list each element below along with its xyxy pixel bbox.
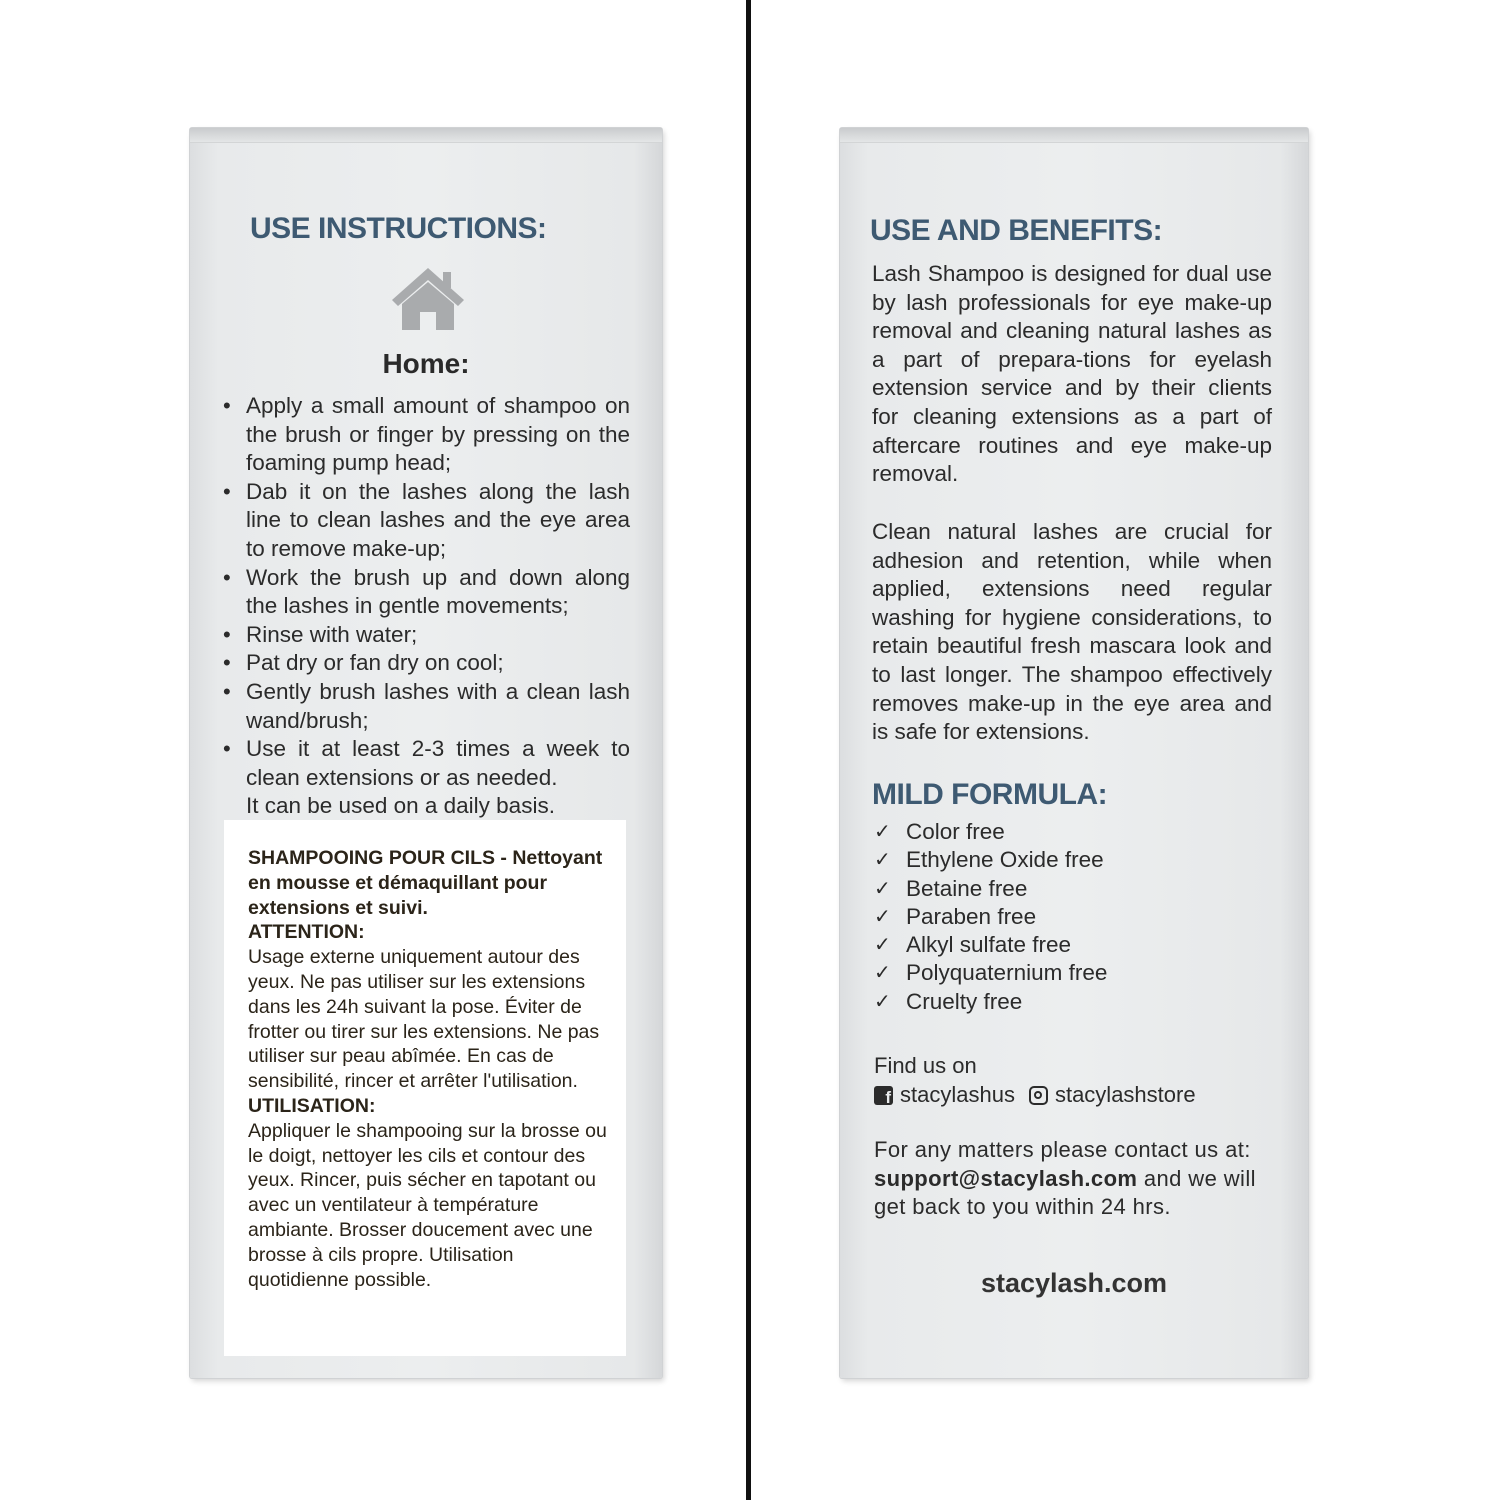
bullet-icon: • — [223, 478, 231, 504]
house-icon — [388, 264, 468, 332]
instruction-text: Pat dry or fan dry on cool; — [246, 650, 504, 676]
formula-item-text: Ethylene Oxide free — [906, 847, 1104, 873]
list-item — [872, 988, 1232, 1016]
benefits-paragraph-2: Clean natural lashes are crucial for adhesion and retention, while when applied, extensions need regular washing for hygiene considerations, to retain beautiful fresh mascara look and to last longer. The shampoo effectively removes make-up in the eye area and is safe for extensions. — [872, 519, 1272, 745]
check-icon: ✓ — [874, 821, 891, 843]
bullet-icon: • — [223, 650, 231, 676]
formula-item-text: Polyquaternium free — [906, 960, 1108, 986]
box-top-edge — [840, 128, 1308, 143]
left-box-panel — [190, 128, 662, 1378]
formula-item-text: Paraben free — [906, 903, 1037, 929]
check-icon: ✓ — [874, 877, 891, 900]
list-item — [872, 846, 1232, 874]
use-instructions-heading: USE INSTRUCTIONS: — [250, 212, 547, 245]
support-email: support@stacylash.com — [874, 1165, 1138, 1191]
formula-item-text: Alkyl sulfate free — [906, 932, 1072, 958]
check-icon: ✓ — [874, 990, 891, 1013]
formula-list — [872, 818, 1232, 1016]
list-item — [872, 818, 1232, 846]
benefits-paragraph-1: Lash Shampoo is designed for dual use by lash professionals for eye make-up removal and cleaning natural lashes as a part of prepara-tions for eyelash extension service and by their clients for cleaning extensions as a part of aftercare routines and eye make-up removal. — [872, 261, 1272, 487]
list-item — [218, 735, 630, 792]
instruction-text: Rinse with water; — [246, 621, 418, 647]
bullet-icon: • — [223, 678, 231, 704]
contact-prefix: For any matters please contact us at: — [874, 1137, 1251, 1162]
contact-suffix: and we will get back to you within 24 hrs. — [874, 1165, 1256, 1219]
website-url: stacylash.com — [980, 1268, 1168, 1298]
use-and-benefits-heading: USE AND BENEFITS: — [870, 214, 1163, 247]
instruction-text: Work the brush up and down along the lashes in gentle movements; — [246, 564, 630, 619]
list-item — [218, 564, 630, 621]
formula-item-text: Cruelty free — [906, 988, 1023, 1014]
box-top-edge — [190, 128, 662, 143]
check-icon: ✓ — [874, 849, 891, 872]
find-us-label: Find us on — [874, 1053, 977, 1078]
instruction-extra-text: It can be used on a daily basis. — [246, 793, 555, 819]
attention-text: Usage externe uniquement autour des yeux. Ne pas utiliser sur les extensions dans les 24h suivant la pose. Éviter de frotter ou tirer sur les extensions. Ne pas utiliser sur peau abîmée. En cas de sensibilité, rincer et arrêter l'utilisation. — [248, 946, 600, 1093]
right-box-panel — [840, 128, 1308, 1378]
list-item — [872, 875, 1232, 903]
check-icon: ✓ — [874, 962, 891, 985]
list-item — [218, 392, 630, 478]
facebook-icon — [874, 1086, 893, 1105]
check-icon: ✓ — [874, 934, 891, 957]
formula-item-text: Betaine free — [906, 875, 1028, 901]
instruction-text: Dab it on the lashes along the lash line to clean lashes and the eye area to remove make-up; — [246, 478, 630, 561]
bullet-icon: • — [223, 736, 231, 762]
bullet-icon: • — [223, 393, 231, 418]
list-item — [872, 903, 1232, 931]
center-divider — [746, 0, 751, 1500]
mild-formula-heading: MILD FORMULA: — [872, 778, 1108, 811]
instructions-list — [218, 392, 630, 821]
instagram-handle: stacylashstore — [1054, 1082, 1196, 1107]
instruction-text: Apply a small amount of shampoo on the brush or finger by pressing on the foaming pump head; — [246, 393, 630, 476]
bullet-icon: • — [223, 564, 231, 590]
list-item — [218, 621, 630, 650]
list-item — [218, 649, 630, 678]
utilisation-text: Appliquer le shampooing sur la brosse ou le doigt, nettoyer les cils et contour des yeux. Rincer, puis sécher en tapotant ou avec un ventilateur à température ambiante. Brosser doucement avec une brosse à cils propre. Utilisation quotidienne possible. — [248, 1119, 607, 1291]
instruction-text: Use it at least 2-3 times a week to clean extensions or as needed. — [246, 736, 630, 790]
french-label-title: SHAMPOOING POUR CILS - Nettoyant en mousse et démaquillant pour extensions et suivi. — [248, 847, 603, 919]
formula-item-text: Color free — [906, 819, 1005, 844]
list-item — [872, 931, 1232, 959]
contact-info — [874, 1136, 1274, 1222]
french-label-text — [248, 846, 618, 1292]
french-label-sticker — [224, 820, 626, 1356]
utilisation-heading: UTILISATION: — [248, 1094, 376, 1117]
instruction-text: Gently brush lashes with a clean lash wand/brush; — [246, 678, 630, 733]
home-title: Home: — [382, 348, 470, 379]
attention-heading: ATTENTION: — [248, 921, 365, 944]
instagram-icon — [1029, 1086, 1048, 1105]
social-handles — [874, 1082, 1196, 1108]
check-icon: ✓ — [874, 905, 891, 928]
list-item — [872, 959, 1232, 987]
list-item — [218, 478, 630, 564]
list-item — [218, 678, 630, 735]
bullet-icon: • — [223, 621, 231, 647]
facebook-handle: stacylashus — [900, 1082, 1015, 1107]
